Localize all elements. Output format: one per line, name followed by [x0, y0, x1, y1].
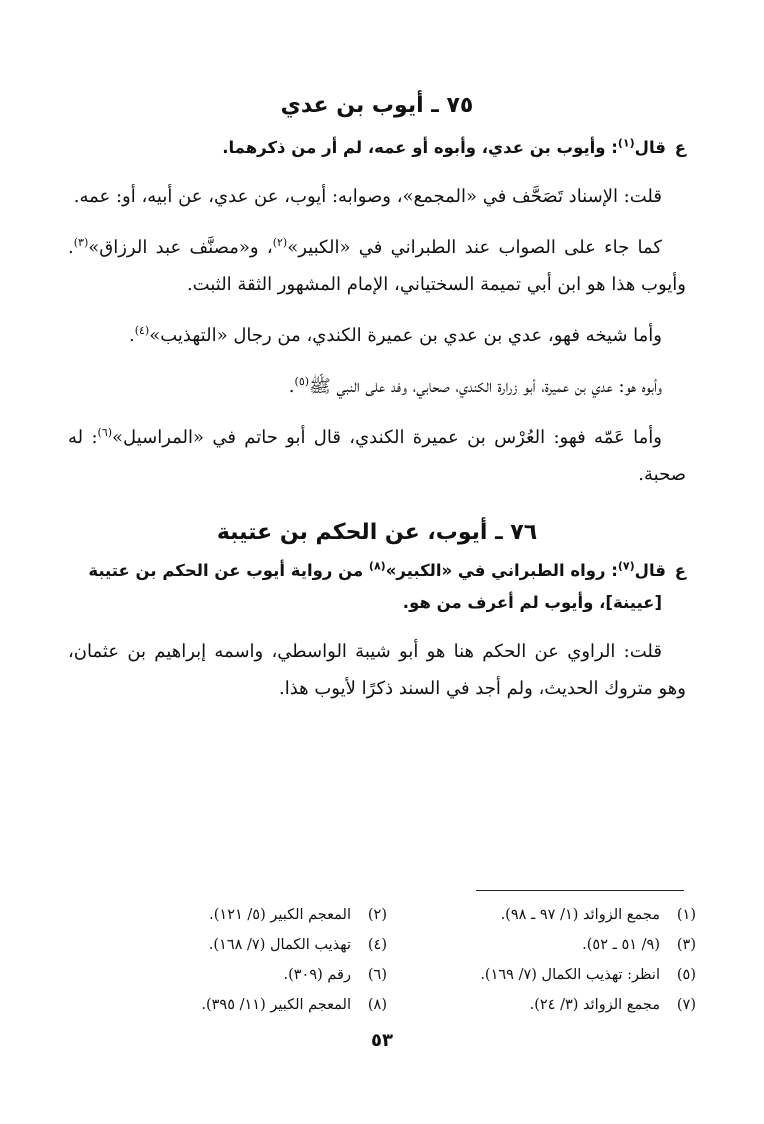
footnotes — [78, 900, 696, 1020]
footnote-ref[interactable]: (٧) — [617, 559, 635, 573]
footnote-row — [78, 900, 696, 930]
paragraph: وأبوه هو: عدي بن عميرة، أبو زرارة الكندي، صحابي، وفد على النبي ﷺ$^{(٥)}$. — [288, 375, 662, 397]
footnote-ref[interactable]: (٢) — [272, 236, 288, 249]
footnote-3: (٣)(٩/ ٥١ ـ ٥٢). — [582, 937, 696, 953]
quote-marker-icon: ع — [674, 138, 686, 157]
footnote-7: (٧)مجمع الزوائد (٣/ ٢٤). — [529, 997, 696, 1013]
footnote-ref[interactable]: (٣) — [73, 236, 89, 249]
paragraph: قلت: الإسناد تَصَحَّف في «المجمع»، وصوابه: أيوب، عن عدي، عن أبيه، أو: عمه. — [73, 186, 662, 207]
footnote-2: (٢)المعجم الكبير (٥/ ١٢١). — [209, 907, 387, 923]
footnote-4: (٤)تهذيب الكمال (٧/ ١٦٨). — [208, 937, 387, 953]
quote-marker-icon: ع — [674, 561, 686, 580]
footnote-row — [78, 990, 696, 1020]
haythami-quote-76: عقال$^{(٧)}$: رواه الطبراني في «الكبير»$^{(٨)}$ من رواية أيوب عن الحكم بن عتيبة [عيينة]، وأيوب لم أعرف من هو. — [68, 555, 686, 619]
section-title-76: ٧٦ ـ أيوب، عن الحكم بن عتيبة — [216, 520, 538, 545]
footnote-1: (١)مجمع الزوائد (١/ ٩٧ ـ ٩٨). — [500, 907, 696, 923]
paragraph: وأما عَمّه فهو: العُرْس بن عميرة الكندي، قال أبو حاتم في «المراسيل»$^{(٦)}$: له صحبة. — [68, 426, 686, 485]
section-title-75: ٧٥ ـ أيوب بن عدي — [280, 93, 474, 118]
paragraph: قلت: الراوي عن الحكم هنا هو أبو شيبة الواسطي، واسمه إبراهيم بن عثمان، وهو متروك الحديث، ولم أجد في السند ذكرًا لأيوب هذا. — [68, 641, 686, 699]
page-body — [68, 88, 686, 707]
footnote-divider — [476, 890, 684, 891]
page-number: ٥٣ — [371, 1030, 393, 1051]
footnote-8: (٨)المعجم الكبير (١١/ ٣٩٥). — [201, 997, 387, 1013]
footnote-row — [78, 960, 696, 990]
footnote-6: (٦)رقم (٣٠٩). — [283, 967, 387, 983]
paragraph: كما جاء على الصواب عند الطبراني في «الكبير»$^{(٢)}$، و«مصنَّف عبد الرزاق»$^{(٣)}$. وأيوب هذا هو ابن أبي تميمة السختياني، الإمام المشهور الثقة الثبت. — [68, 236, 686, 295]
footnote-ref[interactable]: (١) — [617, 136, 635, 150]
footnote-ref[interactable]: (٤) — [134, 324, 150, 337]
footnote-5: (٥)انظر: تهذيب الكمال (٧/ ١٦٩). — [480, 967, 696, 983]
footnote-ref[interactable]: (٦) — [97, 426, 113, 439]
footnote-ref[interactable]: (٨) — [368, 559, 386, 573]
footnote-row — [78, 930, 696, 960]
footnote-ref[interactable]: (٥) — [294, 375, 310, 388]
haythami-quote-75: عقال$^{(١)}$: وأيوب بن عدي، وأبوه أو عمه، لم أر من ذكرهما. — [68, 132, 686, 164]
paragraph: وأما شيخه فهو، عدي بن عدي بن عميرة الكندي، من رجال «التهذيب»$^{(٤)}$. — [128, 324, 662, 346]
